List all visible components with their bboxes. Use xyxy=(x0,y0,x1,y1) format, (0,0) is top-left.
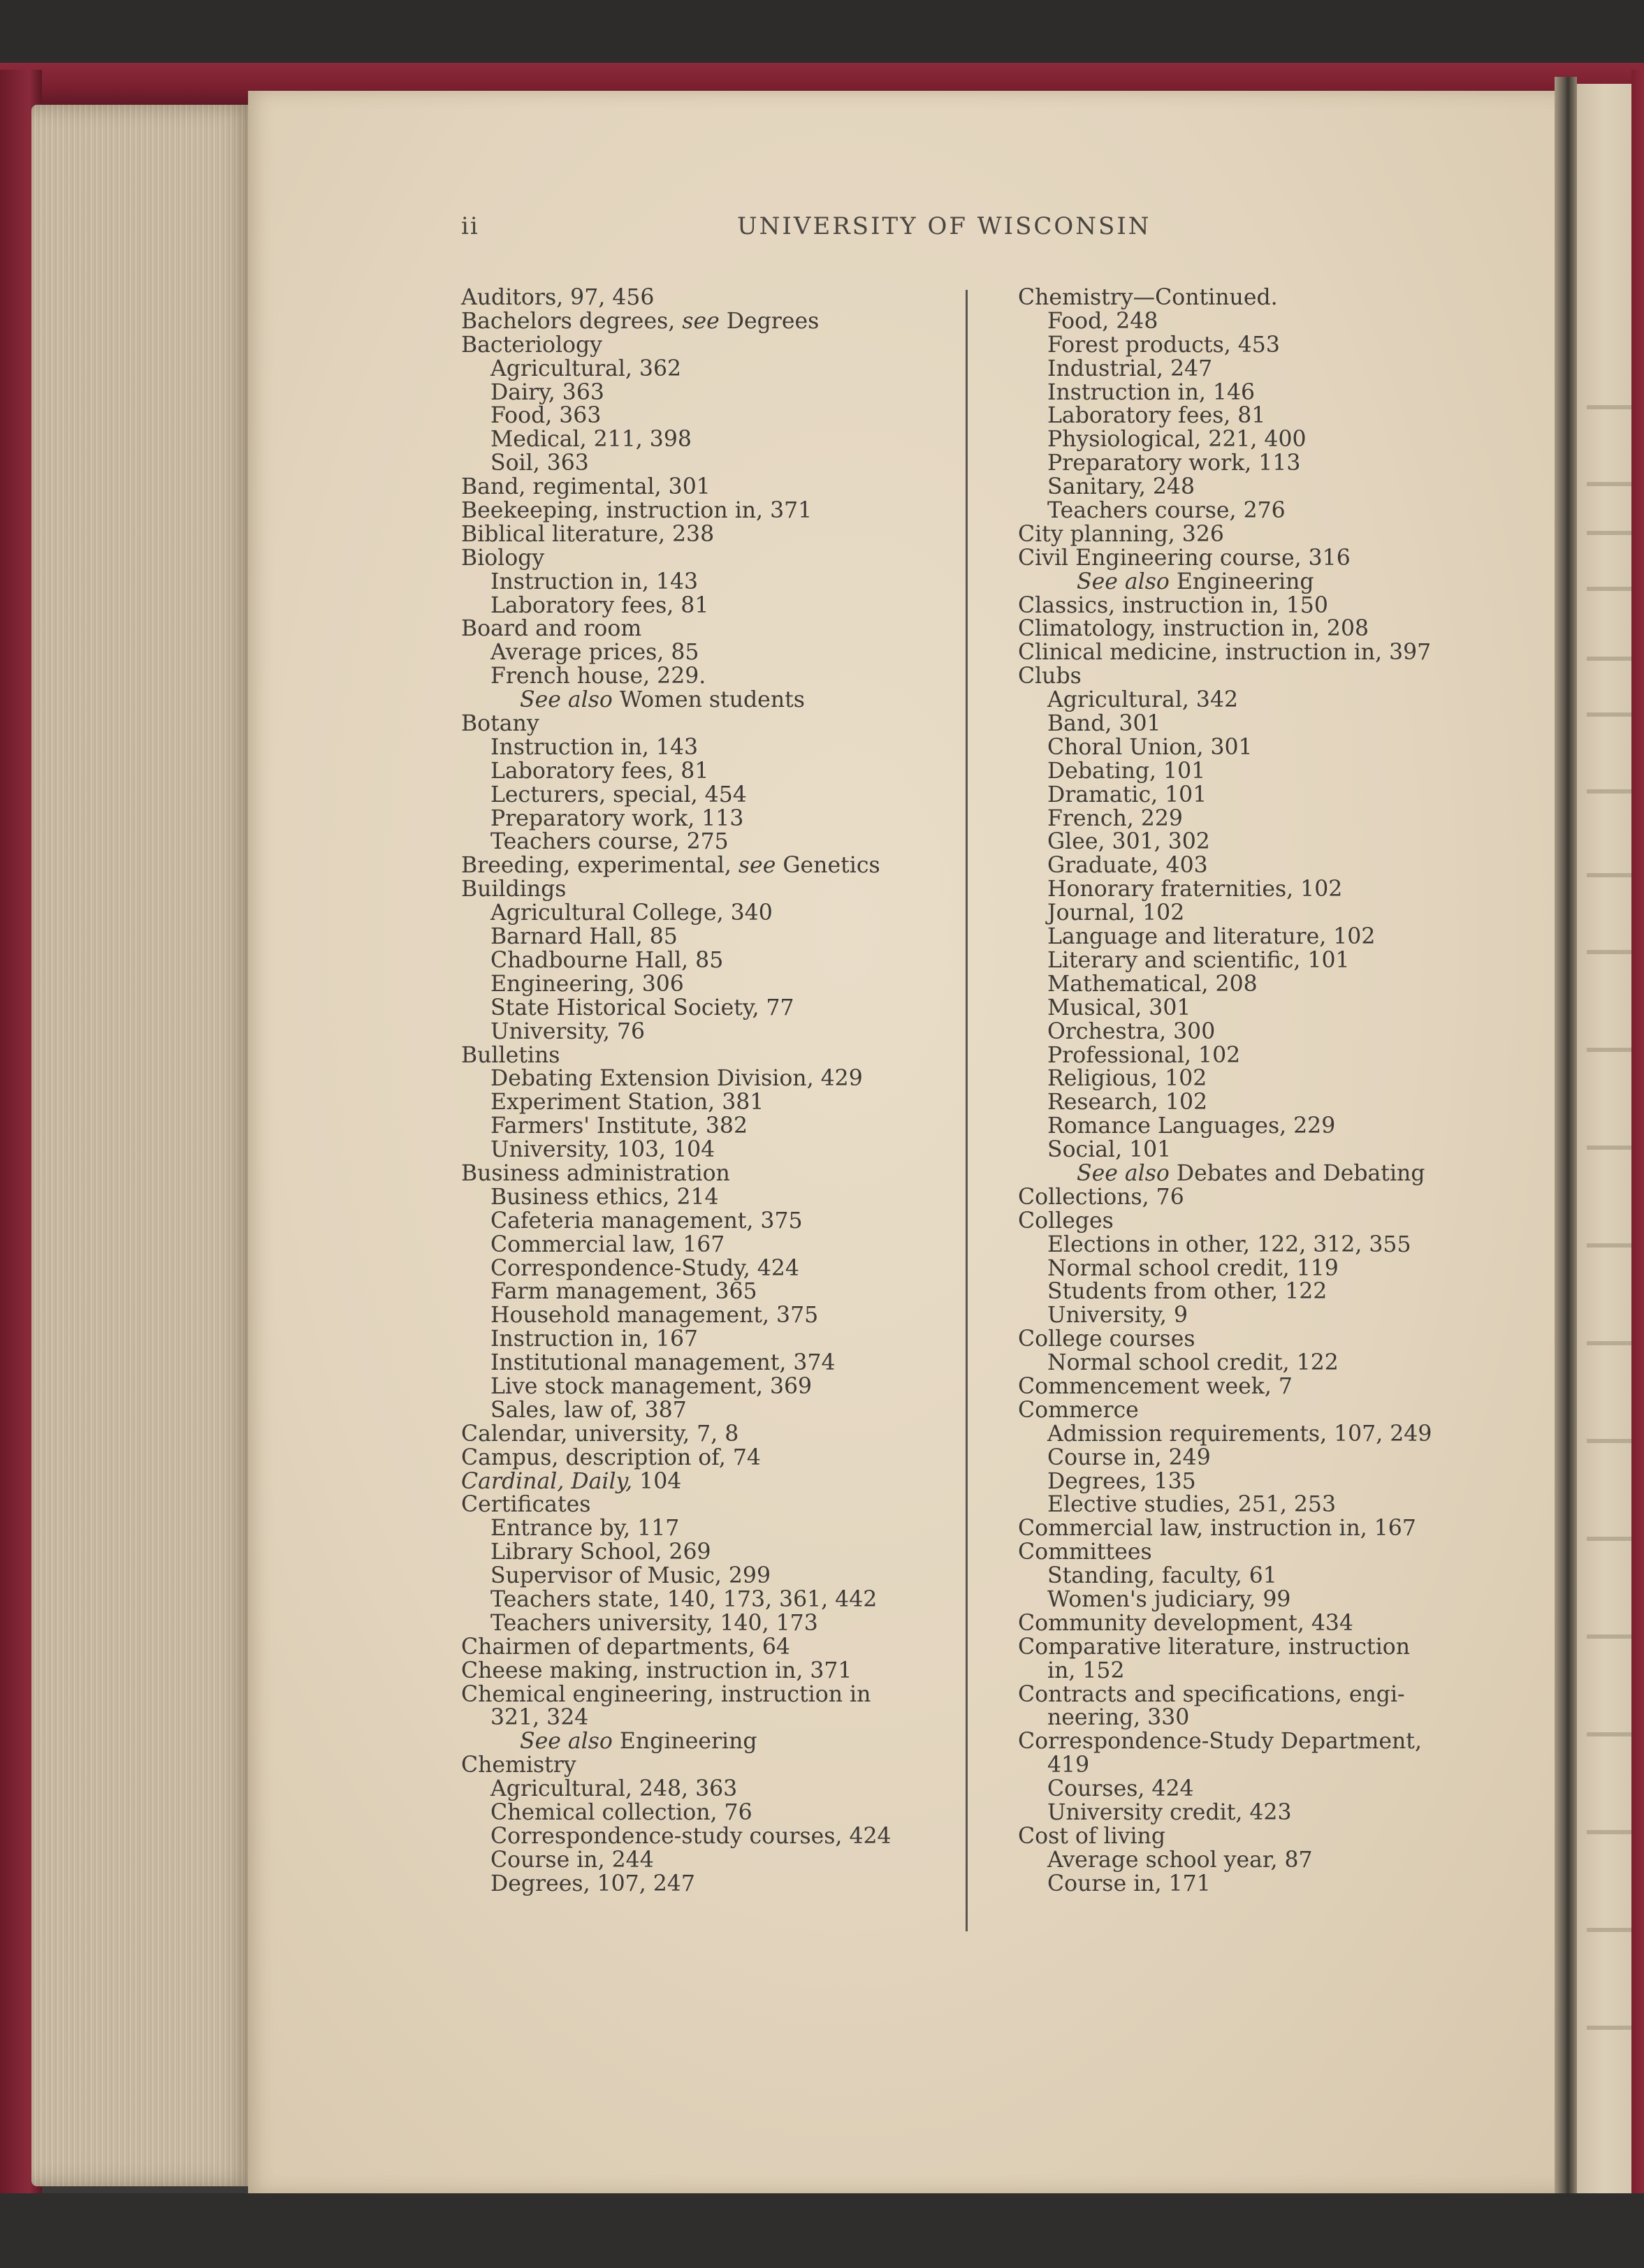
index-subentry xyxy=(461,358,950,381)
page-header xyxy=(461,212,1509,247)
index-subentry xyxy=(461,1375,950,1399)
entry-text: Correspondence-study courses, 424 xyxy=(490,1823,892,1849)
index-subentry xyxy=(461,831,950,854)
entry-text: Degrees, 107, 247 xyxy=(490,1871,695,1896)
entry-text: Mathematical, 208 xyxy=(1047,971,1258,997)
index-heading xyxy=(461,310,950,334)
index-subentry xyxy=(461,641,950,665)
entry-text: Degrees xyxy=(719,308,820,334)
index-heading xyxy=(1018,286,1535,310)
index-subentry xyxy=(461,1849,950,1873)
index-heading xyxy=(1018,1612,1535,1636)
index-subentry xyxy=(461,1778,950,1801)
index-subentry xyxy=(461,1115,950,1139)
index-subentry xyxy=(1018,381,1535,405)
entry-text: Engineering xyxy=(1169,569,1314,594)
index-heading xyxy=(1018,1730,1535,1754)
index-heading xyxy=(461,617,950,641)
index-heading xyxy=(1018,1825,1535,1849)
entry-text: French, 229 xyxy=(1047,805,1183,831)
entry-text: Course in, 244 xyxy=(490,1847,654,1873)
index-subentry xyxy=(1018,1257,1535,1281)
index-subentry xyxy=(1018,1801,1535,1825)
entry-text: Laboratory fees, 81 xyxy=(490,592,709,618)
index-heading xyxy=(461,1162,950,1186)
entry-text: Calendar, university, 7, 8 xyxy=(461,1421,739,1447)
entry-text: Institutional management, 374 xyxy=(490,1350,836,1376)
entry-text: Engineering, 306 xyxy=(490,971,684,997)
entry-text: University, 103, 104 xyxy=(490,1137,715,1163)
index-heading xyxy=(1018,1636,1535,1660)
index-subentry xyxy=(461,784,950,807)
index-subentry xyxy=(1018,358,1535,381)
index-subentry xyxy=(1018,831,1535,854)
entry-text: Courses, 424 xyxy=(1047,1776,1194,1802)
entry-text: Dairy, 363 xyxy=(490,379,604,405)
entry-text: Instruction in, 143 xyxy=(490,569,699,594)
index-subentry xyxy=(461,1210,950,1234)
entry-text: Cafeteria management, 375 xyxy=(490,1208,803,1234)
entry-text: Romance Languages, 229 xyxy=(1047,1113,1336,1139)
entry-text: Instruction in, 143 xyxy=(490,734,699,760)
entry-text: Board and room xyxy=(461,616,642,642)
index-subentry xyxy=(461,1706,950,1730)
index-heading xyxy=(1018,1186,1535,1210)
entry-text: Instruction in, 167 xyxy=(490,1326,699,1352)
entry-text: Teachers course, 275 xyxy=(490,829,729,855)
index-subentry xyxy=(461,1873,950,1896)
index-subentry xyxy=(1018,1020,1535,1044)
index-heading xyxy=(461,878,950,902)
entry-text: Course in, 171 xyxy=(1047,1871,1211,1896)
entry-text: Teachers university, 140, 173 xyxy=(490,1610,818,1636)
entry-text: Professional, 102 xyxy=(1047,1042,1241,1068)
index-subentry xyxy=(461,452,950,476)
index-heading xyxy=(461,499,950,523)
index-subentry xyxy=(1018,1115,1535,1139)
index-heading xyxy=(1018,1210,1535,1234)
index-subentry xyxy=(1018,1565,1535,1588)
index-subentry xyxy=(461,1091,950,1115)
entry-text: Farm management, 365 xyxy=(490,1279,757,1305)
index-heading xyxy=(461,476,950,499)
entry-text: Degrees, 135 xyxy=(1047,1468,1196,1494)
entry-text: Women's judiciary, 99 xyxy=(1047,1586,1291,1612)
entry-text: Chemistry—Continued. xyxy=(1018,285,1278,310)
entry-text: Supervisor of Music, 299 xyxy=(490,1563,771,1589)
entry-text: Orchestra, 300 xyxy=(1047,1018,1216,1044)
index-subentry xyxy=(461,1399,950,1423)
index-heading xyxy=(1018,1541,1535,1565)
entry-text: Journal, 102 xyxy=(1047,900,1185,926)
index-subentry xyxy=(461,1517,950,1541)
entry-text: Dramatic, 101 xyxy=(1047,782,1207,807)
index-heading xyxy=(461,523,950,547)
index-heading xyxy=(461,1660,950,1683)
entry-text: Glee, 301, 302 xyxy=(1047,829,1210,855)
index-subentry xyxy=(1018,760,1535,784)
entry-text: Chadbourne Hall, 85 xyxy=(490,947,724,973)
index-subentry xyxy=(1018,1849,1535,1873)
index-subentry xyxy=(1018,334,1535,358)
entry-text: Breeding, experimental, xyxy=(461,853,739,879)
index-subentry xyxy=(1018,1139,1535,1162)
index-subentry xyxy=(1018,902,1535,926)
entry-text: Barnard Hall, 85 xyxy=(490,924,678,950)
entry-text: Bacteriology xyxy=(461,332,602,358)
entry-text: Instruction in, 146 xyxy=(1047,379,1256,405)
index-subentry xyxy=(1018,878,1535,902)
entry-text: Chemical engineering, instruction in xyxy=(461,1681,871,1707)
page-block-edges xyxy=(31,105,255,2186)
index-subentry xyxy=(461,404,950,428)
running-head: UNIVERSITY OF WISCONSIN xyxy=(737,212,1151,240)
index-heading xyxy=(1018,594,1535,618)
entry-text: Commerce xyxy=(1018,1397,1139,1423)
index-heading xyxy=(1018,1683,1535,1707)
index-subentry xyxy=(1018,926,1535,949)
index-subentry xyxy=(1018,973,1535,997)
index-heading xyxy=(461,1470,950,1494)
index-subentry xyxy=(461,1304,950,1328)
entry-text: Standing, faculty, 61 xyxy=(1047,1563,1277,1589)
book-gutter xyxy=(1555,77,1577,2214)
index-subentry xyxy=(461,1588,950,1612)
index-heading xyxy=(1018,665,1535,689)
index-subentry xyxy=(1018,452,1535,476)
index-subentry xyxy=(461,381,950,405)
index-heading xyxy=(1018,641,1535,665)
entry-text: Medical, 211, 398 xyxy=(490,427,692,453)
entry-text: Contracts and specifications, engi- xyxy=(1018,1681,1405,1707)
index-heading xyxy=(461,854,950,878)
entry-text: Classics, instruction in, 150 xyxy=(1018,592,1328,618)
index-subentry xyxy=(1018,807,1535,831)
entry-text: Band, 301 xyxy=(1047,711,1161,737)
index-heading xyxy=(461,334,950,358)
entry-text: Research, 102 xyxy=(1047,1090,1208,1115)
entry-text: Course in, 249 xyxy=(1047,1444,1211,1470)
entry-text: Commencement week, 7 xyxy=(1018,1373,1293,1399)
entry-text: Biblical literature, 238 xyxy=(461,521,715,547)
index-subentry xyxy=(1018,1873,1535,1896)
entry-text: Chairmen of departments, 64 xyxy=(461,1634,790,1660)
entry-text: Committees xyxy=(1018,1539,1152,1565)
italic-text: see xyxy=(738,853,776,879)
entry-text: Collections, 76 xyxy=(1018,1184,1184,1210)
entry-text: Correspondence-Study Department, xyxy=(1018,1729,1422,1755)
entry-text: Agricultural, 248, 363 xyxy=(490,1776,738,1802)
index-heading xyxy=(461,712,950,736)
index-heading xyxy=(461,1754,950,1778)
entry-text: Genetics xyxy=(776,853,880,879)
index-subentry xyxy=(1018,1352,1535,1375)
entry-text: Biology xyxy=(461,545,545,571)
entry-text: Commercial law, 167 xyxy=(490,1231,725,1257)
index-heading xyxy=(1018,1375,1535,1399)
entry-text: Agricultural College, 340 xyxy=(490,900,773,926)
index-subentry xyxy=(461,1801,950,1825)
index-subentry xyxy=(1018,784,1535,807)
entry-text: Choral Union, 301 xyxy=(1047,734,1253,760)
index-subentry xyxy=(461,428,950,452)
index-subentry xyxy=(461,902,950,926)
entry-text: Soil, 363 xyxy=(490,451,589,476)
index-heading xyxy=(1018,1399,1535,1423)
index-subentry xyxy=(461,665,950,689)
index-subentry xyxy=(1018,689,1535,712)
index-subentry xyxy=(461,1352,950,1375)
entry-text: Industrial, 247 xyxy=(1047,356,1213,381)
italic-text: See also xyxy=(1077,1160,1170,1186)
entry-text: Average school year, 87 xyxy=(1047,1847,1313,1873)
index-subentry xyxy=(461,973,950,997)
index-subentry xyxy=(1018,949,1535,973)
index-subentry xyxy=(1018,1423,1535,1447)
index-cross-reference xyxy=(1018,1162,1535,1186)
italic-text: See also xyxy=(520,1729,613,1755)
entry-text: Students from other, 122 xyxy=(1047,1279,1327,1305)
entry-text: Agricultural, 362 xyxy=(490,356,682,381)
entry-text: Graduate, 403 xyxy=(1047,853,1208,879)
entry-text: Literary and scientific, 101 xyxy=(1047,947,1350,973)
index-subentry xyxy=(1018,712,1535,736)
italic-text: Cardinal, Daily, xyxy=(461,1468,633,1494)
index-cross-reference xyxy=(461,1730,950,1754)
index-subentry xyxy=(1018,428,1535,452)
index-subentry xyxy=(461,1541,950,1565)
entry-text: Women students xyxy=(612,687,805,713)
index-subentry xyxy=(461,571,950,594)
entry-text: Preparatory work, 113 xyxy=(490,805,744,831)
index-subentry xyxy=(461,1231,950,1257)
entry-text: Bachelors degrees, xyxy=(461,308,683,334)
entry-text: Agricultural, 342 xyxy=(1047,687,1239,713)
entry-text: University, 9 xyxy=(1047,1303,1188,1329)
entry-text: Campus, description of, 74 xyxy=(461,1444,761,1470)
index-subentry xyxy=(461,807,950,831)
entry-text: Entrance by, 117 xyxy=(490,1516,680,1542)
italic-text: See also xyxy=(1077,569,1170,594)
index-subentry xyxy=(1018,1444,1535,1470)
entry-text: Teachers course, 276 xyxy=(1047,498,1286,524)
entry-text: University, 76 xyxy=(490,1018,646,1044)
index-heading xyxy=(461,286,950,310)
index-subentry xyxy=(461,926,950,949)
entry-text: Debating, 101 xyxy=(1047,758,1206,784)
italic-text: See also xyxy=(520,687,613,713)
index-heading xyxy=(461,1683,950,1707)
index-subentry xyxy=(461,1612,950,1636)
index-subentry xyxy=(1018,1754,1535,1778)
entry-text: Admission requirements, 107, 249 xyxy=(1047,1421,1432,1447)
index-subentry xyxy=(461,736,950,760)
entry-text: in, 152 xyxy=(1047,1658,1125,1683)
page-number: ii xyxy=(461,212,479,240)
index-subentry xyxy=(1018,1588,1535,1612)
index-subentry xyxy=(461,1825,950,1849)
entry-text: Sales, law of, 387 xyxy=(490,1397,687,1423)
entry-text: Normal school credit, 119 xyxy=(1047,1255,1339,1281)
entry-text: Household management, 375 xyxy=(490,1303,819,1329)
entry-text: Religious, 102 xyxy=(1047,1066,1207,1092)
entry-text: Correspondence-Study, 424 xyxy=(490,1255,799,1281)
entry-text: Chemistry xyxy=(461,1753,576,1778)
entry-text: Certificates xyxy=(461,1492,591,1518)
index-cross-reference xyxy=(461,689,950,712)
entry-text: Clinical medicine, instruction in, 397 xyxy=(1018,640,1432,666)
entry-text: Climatology, instruction in, 208 xyxy=(1018,616,1369,642)
entry-text: Clubs xyxy=(1018,664,1082,689)
index-subentry xyxy=(1018,736,1535,760)
entry-text: Community development, 434 xyxy=(1018,1610,1353,1636)
entry-text: Business ethics, 214 xyxy=(490,1184,719,1210)
entry-text: Preparatory work, 113 xyxy=(1047,451,1301,476)
entry-text: Social, 101 xyxy=(1047,1137,1172,1163)
entry-text: Debating Extension Division, 429 xyxy=(490,1066,863,1092)
entry-text: Business administration xyxy=(461,1160,730,1186)
book-cover-right xyxy=(1631,70,1644,2221)
entry-text: Botany xyxy=(461,711,539,737)
entry-text: Physiological, 221, 400 xyxy=(1047,427,1307,453)
entry-text: Forest products, 453 xyxy=(1047,332,1280,358)
column-divider xyxy=(966,290,968,1931)
entry-text: neering, 330 xyxy=(1047,1705,1190,1731)
index-subentry xyxy=(461,1186,950,1210)
index-subentry xyxy=(1018,1280,1535,1304)
entry-text: Live stock management, 369 xyxy=(490,1373,813,1399)
index-subentry xyxy=(1018,1231,1535,1257)
index-heading xyxy=(461,1493,950,1517)
index-subentry xyxy=(1018,1044,1535,1068)
entry-text: 419 xyxy=(1047,1753,1090,1778)
entry-text: Chemical collection, 76 xyxy=(490,1800,752,1825)
index-heading xyxy=(1018,523,1535,547)
index-subentry xyxy=(1018,1493,1535,1517)
entry-text: Civil Engineering course, 316 xyxy=(1018,545,1351,571)
entry-text: Language and literature, 102 xyxy=(1047,924,1376,950)
index-subentry xyxy=(1018,404,1535,428)
index-subentry xyxy=(1018,997,1535,1020)
index-subentry xyxy=(1018,1470,1535,1494)
index-subentry xyxy=(1018,854,1535,878)
index-subentry xyxy=(461,1139,950,1162)
index-heading xyxy=(1018,547,1535,571)
entry-text: 321, 324 xyxy=(490,1705,589,1731)
index-heading xyxy=(461,1423,950,1447)
entry-text: Average prices, 85 xyxy=(490,640,699,666)
entry-text: Library School, 269 xyxy=(490,1539,711,1565)
index-subentry xyxy=(1018,1304,1535,1328)
entry-text: Cheese making, instruction in, 371 xyxy=(461,1658,852,1683)
entry-text: Honorary fraternities, 102 xyxy=(1047,877,1343,902)
entry-text: Musical, 301 xyxy=(1047,995,1191,1020)
entry-text: Normal school credit, 122 xyxy=(1047,1350,1339,1376)
entry-text: Band, regimental, 301 xyxy=(461,474,711,500)
index-subentry xyxy=(1018,1778,1535,1801)
index-subentry xyxy=(461,1280,950,1304)
index-heading xyxy=(1018,1328,1535,1352)
index-subentry xyxy=(461,997,950,1020)
index-subentry xyxy=(461,1565,950,1588)
entry-text: Colleges xyxy=(1018,1208,1114,1234)
entry-text: Farmers' Institute, 382 xyxy=(490,1113,748,1139)
index-heading xyxy=(461,1636,950,1660)
index-subentry xyxy=(461,760,950,784)
entry-text: Elective studies, 251, 253 xyxy=(1047,1492,1336,1518)
index-column-left xyxy=(461,286,950,1896)
index-heading xyxy=(1018,1517,1535,1541)
entry-text: 104 xyxy=(632,1468,682,1494)
entry-text: Food, 248 xyxy=(1047,308,1158,334)
index-heading xyxy=(1018,617,1535,641)
index-heading xyxy=(461,1044,950,1068)
index-column-right xyxy=(1018,286,1535,1896)
entry-text: French house, 229. xyxy=(490,664,706,689)
entry-text: Buildings xyxy=(461,877,567,902)
entry-text: State Historical Society, 77 xyxy=(490,995,794,1020)
index-subentry xyxy=(1018,1091,1535,1115)
entry-text: Sanitary, 248 xyxy=(1047,474,1195,500)
entry-text: Laboratory fees, 81 xyxy=(490,758,709,784)
italic-text: see xyxy=(682,308,720,334)
index-subentry xyxy=(461,1020,950,1044)
index-heading xyxy=(461,547,950,571)
index-subentry xyxy=(461,1067,950,1091)
index-heading xyxy=(461,1444,950,1470)
index-subentry xyxy=(1018,310,1535,334)
entry-text: Laboratory fees, 81 xyxy=(1047,403,1266,429)
index-subentry xyxy=(461,1257,950,1281)
index-subentry xyxy=(1018,1660,1535,1683)
entry-text: Teachers state, 140, 173, 361, 442 xyxy=(490,1586,878,1612)
entry-text: College courses xyxy=(1018,1326,1195,1352)
entry-text: Experiment Station, 381 xyxy=(490,1090,764,1115)
entry-text: Debates and Debating xyxy=(1169,1160,1425,1186)
index-subentry xyxy=(461,949,950,973)
entry-text: Engineering xyxy=(612,1729,757,1755)
entry-text: Commercial law, instruction in, 167 xyxy=(1018,1516,1416,1542)
index-subentry xyxy=(1018,499,1535,523)
index-cross-reference xyxy=(1018,571,1535,594)
index-subentry xyxy=(461,1328,950,1352)
index-subentry xyxy=(1018,1706,1535,1730)
index-subentry xyxy=(1018,476,1535,499)
background-bottom xyxy=(0,2193,1644,2268)
entry-text: Lecturers, special, 454 xyxy=(490,782,747,807)
entry-text: Elections in other, 122, 312, 355 xyxy=(1047,1231,1411,1257)
entry-text: Bulletins xyxy=(461,1042,560,1068)
entry-text: City planning, 326 xyxy=(1018,521,1224,547)
entry-text: Food, 363 xyxy=(490,403,602,429)
entry-text: University credit, 423 xyxy=(1047,1800,1292,1825)
entry-text: Cost of living xyxy=(1018,1823,1166,1849)
entry-text: Beekeeping, instruction in, 371 xyxy=(461,498,813,524)
entry-text: Auditors, 97, 456 xyxy=(461,285,655,310)
index-subentry xyxy=(461,594,950,618)
entry-text: Comparative literature, instruction xyxy=(1018,1634,1411,1660)
index-subentry xyxy=(1018,1067,1535,1091)
